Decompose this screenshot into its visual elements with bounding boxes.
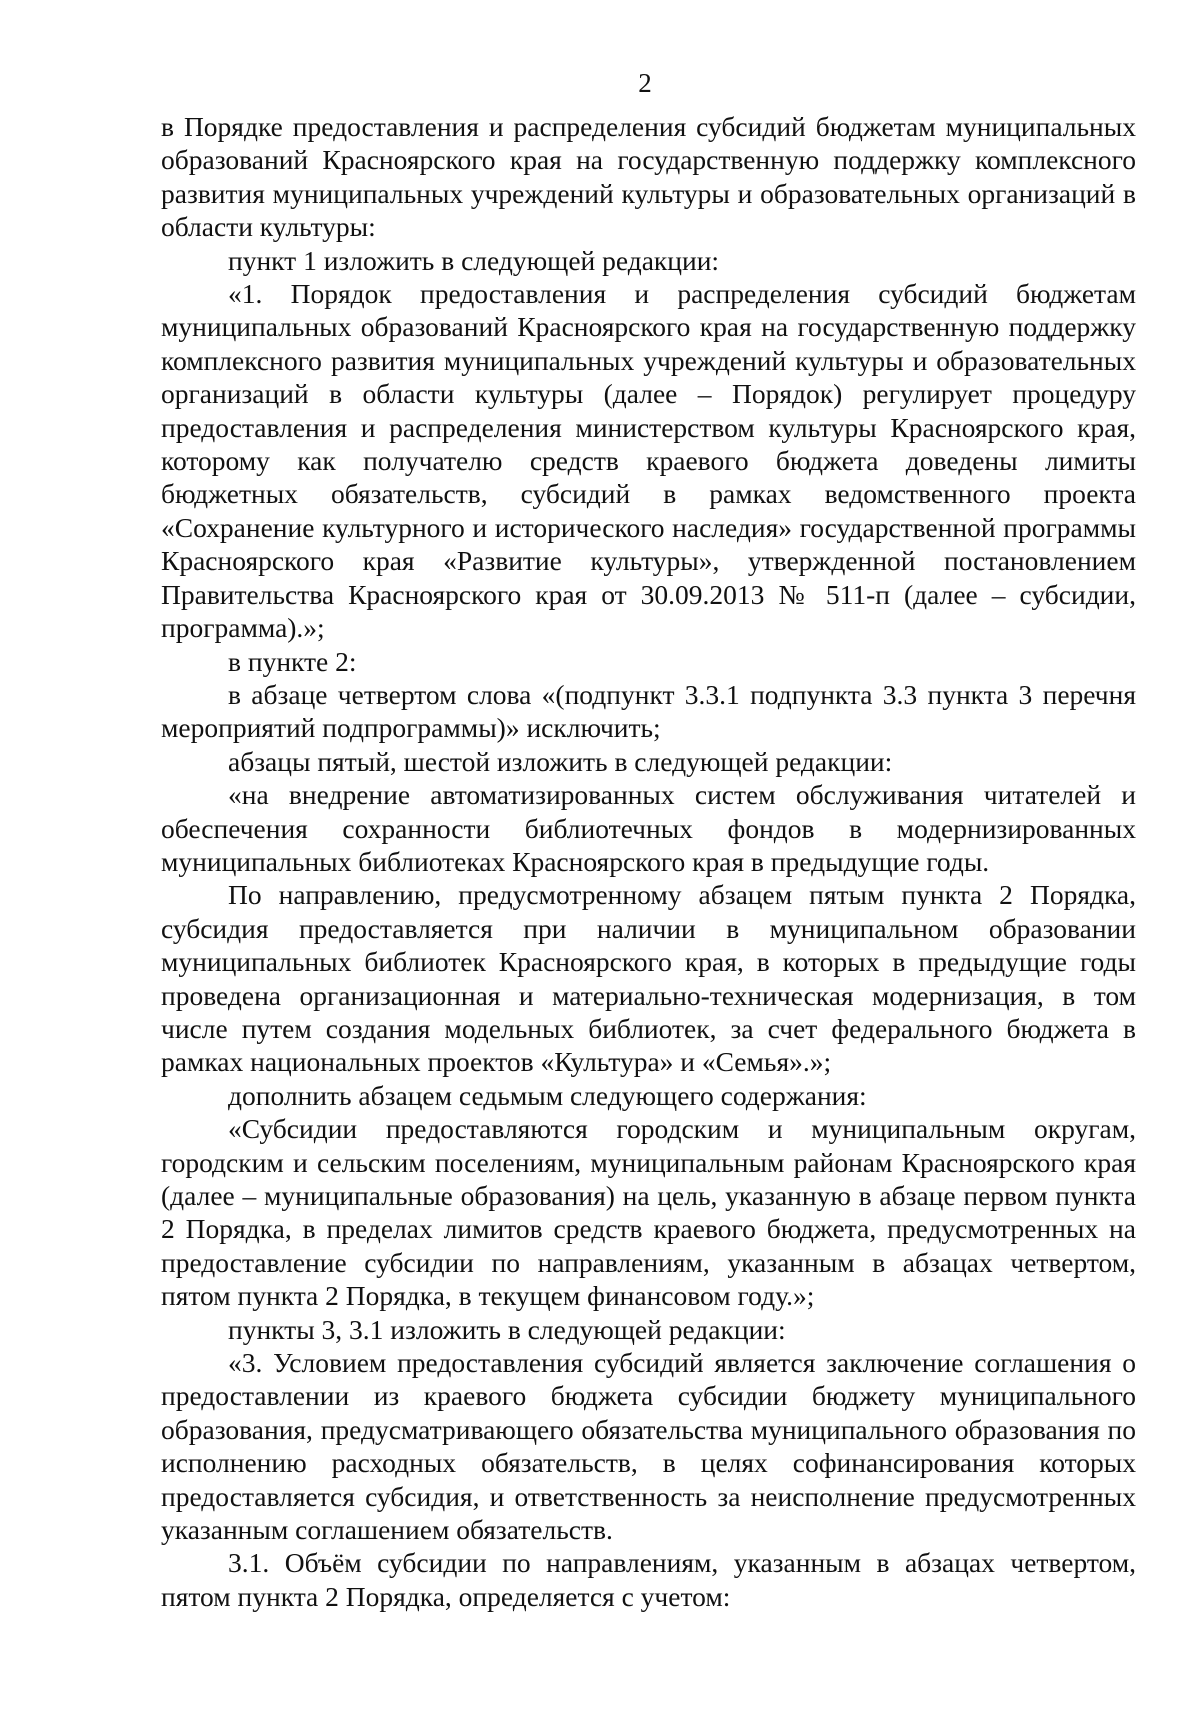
page-number: 2 xyxy=(638,68,652,98)
paragraph-item-3-instruction: пункты 3, 3.1 изложить в следующей редакции: xyxy=(228,1313,786,1345)
paragraph-item-2-abzac-7-text: «Субсидии предоставляются городским и муниципальным округам, городским и сельским поселениям, муниципальным районам Красноярского края (далее – муниципальные образования) на цель, указанную в абзаце первом пункта 2 Порядка, в пределах лимитов средств краевого бюджета, предусмотренных на предоставление субсидии по направлениям, указанным в абзацах четвертом, пятом пункта 2 Порядка, в текущем финансовом году.»; xyxy=(161,1113,1136,1312)
paragraph-item-3-1-text: 3.1. Объём субсидии по направлениям, указанным в абзацах четвертом, пятом пункта 2 Порядка, определяется с учетом: xyxy=(161,1547,1136,1612)
paragraph-item-1-instruction: пункт 1 изложить в следующей редакции: xyxy=(228,244,720,276)
paragraph-item-2-abzac-5-6-instruction: абзацы пятый, шестой изложить в следующей редакции: xyxy=(228,745,893,777)
paragraph-item-2-abzac-6-text: По направлению, предусмотренному абзацем пятым пункта 2 Порядка, субсидия предоставляется при наличии в муниципальном образовании муниципальных библиотек Красноярского края, в которых в предыдущие годы проведена организационная и материально-техническая модернизация, в том числе путем создания модельных библиотек, за счет федерального бюджета в рамках национальных проектов «Культура» и «Семья».»; xyxy=(161,879,1136,1078)
paragraph-item-2-abzac-4: в абзаце четвертом слова «(подпункт 3.3.1 подпункта 3.3 пункта 3 перечня мероприятий подпрограммы)» исключить; xyxy=(161,678,1136,744)
document-body xyxy=(161,110,1136,1613)
paragraph-item-1-text: «1. Порядок предоставления и распределения субсидий бюджетам муниципальных образований Красноярского края на государственную поддержку комплексного развития муниципальных учреждений культуры и образовательных организаций в области культуры (далее – Порядок) регулирует процедуру предоставления и распределения министерством культуры Красноярского края, которому как получателю средств краевого бюджета доведены лимиты бюджетных обязательств, субсидий в рамках ведомственного проекта «Сохранение культурного и исторического наследия» государственной программы Красноярского края «Развитие культуры», утвержденной постановлением Правительства Красноярского края от 30.09.2013 № 511-п (далее – субсидии, программа).»; xyxy=(161,278,1136,644)
paragraph-intro: в Порядке предоставления и распределения субсидий бюджетам муниципальных образований Красноярского края на государственную поддержку комплексного развития муниципальных учреждений культуры и образовательных организаций в области культуры: xyxy=(161,111,1136,243)
paragraph-item-2-abzac-5-text: «на внедрение автоматизированных систем обслуживания читателей и обеспечения сохранности библиотечных фондов в модернизированных муниципальных библиотеках Красноярского края в предыдущие годы. xyxy=(161,779,1136,877)
paragraph-item-3-text: «3. Условием предоставления субсидий является заключение соглашения о предоставлении из краевого бюджета субсидии бюджету муниципального образования, предусматривающего обязательства муниципального образования по исполнению расходных обязательств, в целях софинансирования которых предоставляется субсидия, и ответственность за неисполнение предусмотренных указанным соглашением обязательств. xyxy=(161,1347,1136,1546)
paragraph-item-2-heading: в пункте 2: xyxy=(228,645,357,677)
paragraph-item-2-abzac-7-instruction: дополнить абзацем седьмым следующего содержания: xyxy=(228,1079,867,1111)
